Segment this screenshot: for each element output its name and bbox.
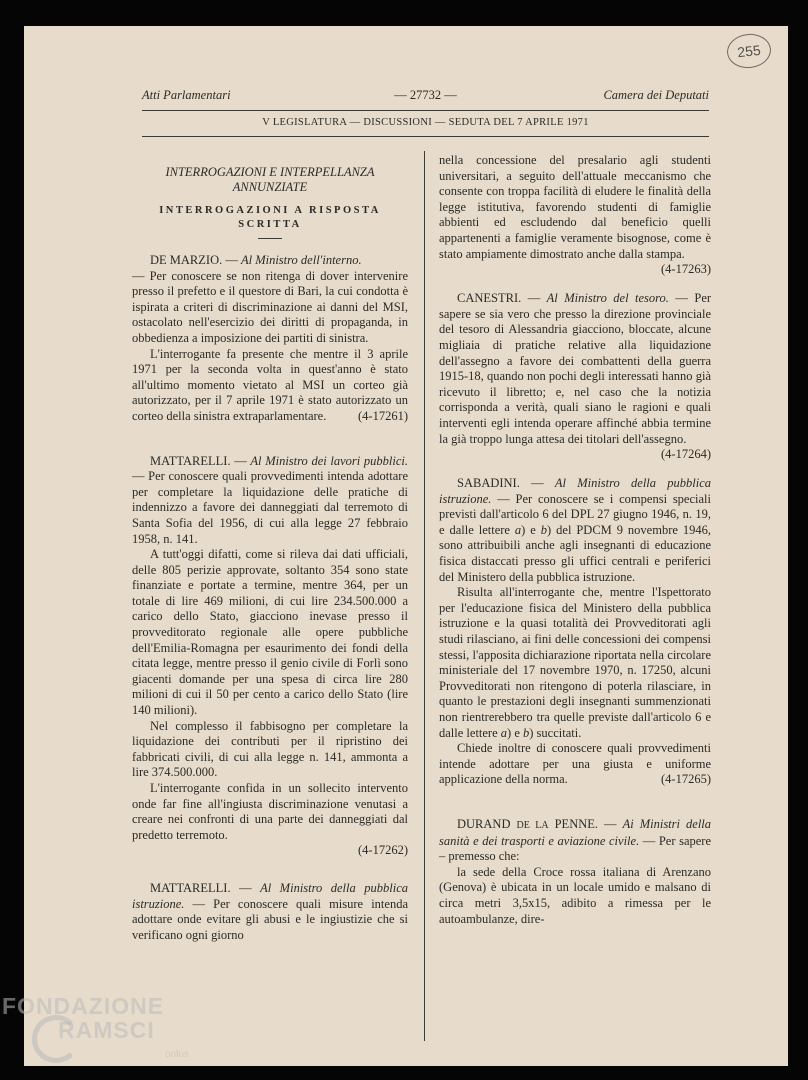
- question-de-marzio: DE MARZIO. — Al Ministro dell'interno. — Per conoscere se non ritenga di dover intervenire presso il prefetto e il questore di Bari, la cui condotta è ispirata a criteri di discriminazione ai danni del MSI, ostacolato nell'esercizio dei diritti di propaganda, in obbedienza a imposizione dei partiti di sinistra.: [132, 253, 408, 345]
- letter-b: b: [540, 522, 548, 537]
- question-text: — Per sapere – premesso che:: [439, 833, 712, 864]
- document-page: [24, 26, 788, 1066]
- session-line: V LEGISLATURA — DISCUSSIONI — SEDUTA DEL 7 APRILE 1971: [262, 117, 589, 128]
- page-number-stamp: 255: [725, 32, 772, 70]
- question-recipient: Al Ministro della pubblica istruzione.: [132, 880, 408, 911]
- question-paragraph: la sede della Croce rossa italiana di Arenzano (Genova) è ubicata in un locale umido e malsano di circa metri 3,5x15, adibito a rimessa per le autoambulanze, dire-: [439, 864, 711, 926]
- question-text: — Per conoscere se non ritenga di dover intervenire presso il prefetto e il questore di Bari, la cui condotta è ispirata a criteri di discriminazione ai danni del MSI, ostacolato nell'esercizio dei diritti di propaganda, in obbedienza a imposizione dei partiti di sinistra.: [132, 268, 408, 345]
- section-subheading: INTERROGAZIONI A RISPOSTA SCRITTA: [159, 205, 381, 230]
- right-column: [439, 153, 711, 927]
- letter-a: a: [514, 522, 522, 537]
- heading-rule: [258, 238, 282, 239]
- question-reference: (4-17265): [661, 772, 711, 787]
- question-text: Chiede inoltre di conoscere quali provvedimenti intende adottare per una giusta e uniforme applicazione della norma.: [439, 741, 711, 787]
- question-mattarelli-istruzione: MATTARELLI. — Al Ministro della pubblica istruzione. — Per conoscere quali misure intenda adottare onde evitare gli abusi e le ingiustizie che si verificano ogni giorno: [132, 880, 408, 942]
- question-reference: (4-17264): [661, 447, 711, 462]
- question-reference: (4-17261): [358, 408, 408, 423]
- question-recipient: Al Ministro della pubblica istruzione.: [439, 476, 711, 506]
- question-mattarelli-lavori: MATTARELLI. — Al Ministro dei lavori pubblici. — Per conoscere quali provvedimenti intenda adottare per completare la liquidazione delle pratiche di indennizzo a favore dei danneggiati dal terremoto di Santa Sofia del 1956, di cui alla legge 27 febbraio 1958, n. 141.: [132, 453, 408, 546]
- watermark-line-3: onlus: [165, 1049, 189, 1060]
- question-text: L'interrogante fa presente che mentre il 3 aprile 1971 per la seconda volta in quest'anno è stato all'ultimo momento vietato al MSI un corteo già autorizzato, per il 7 aprile 1971 è stato autorizzato un corteo della sinistra extraparlamentare.: [132, 346, 408, 423]
- name-particle: DE LA: [516, 819, 549, 831]
- question-text: ) succitati.: [529, 725, 582, 740]
- question-recipient: Ai Ministri della sanità e dei trasporti e aviazione civile.: [439, 816, 712, 848]
- question-text: Risulta all'interrogante che, mentre l'Ispettorato per l'educazione fisica del Ministero della pubblica istruzione e la quasi totalità dei Provveditorati agli studi rilasciano, ai fini delle concessioni dei compensi stessi, l'apposita dichiarazione riportata nella circolare ministeriale del 17 novembre 1970, n. 17250, alcuni Provveditorati non ritengono di poterla rilasciare, in quanto le prestazioni degli insegnanti summenzionati non rientrerebbero tra quelle previste dall'articolo 6 e dalle lettere: [439, 585, 711, 740]
- question-text: ) e: [507, 725, 523, 740]
- question-text: — Per sapere se sia vero che presso la direzione provinciale del tesoro di Alessandria giacciono, bloccate, alcune migliaia di pratiche relative alla liquidazione dell'assegno a favore dei combattenti della guerra 1915-18, quando non pochi degli interessati hanno già ricevuto il libretto; e, nel caso che la notizia corrisponda a verità, quali siano le ragioni e quali interventi egli intenda operare affinché abbia termine la già troppo lunga attesa dei titolari dell'assegno.: [439, 291, 712, 446]
- question-reference: (4-17262): [358, 843, 408, 858]
- questioner-name: CANESTRI.: [457, 291, 522, 306]
- question-reference: (4-17263): [661, 262, 711, 277]
- question-text: nella concessione del presalario agli studenti universitari, a seguito dell'attuale meccanismo che consente con troppa facilità di eludere le finalità della legge istitutiva, favorendo studenti di famiglie abbienti ed escludendo dal beneficio quelli appartenenti a famiglie veramente bisognose, come è stato ampiamente dimostrato anche dalla stampa.: [439, 153, 711, 261]
- questioner-name: DE MARZIO.: [150, 253, 223, 267]
- watermark-line-2: RAMSCI: [58, 1017, 155, 1043]
- question-paragraph: [132, 347, 408, 425]
- question-paragraph: [439, 585, 711, 741]
- letter-a: a: [500, 725, 508, 740]
- session-rule: [142, 136, 709, 137]
- question-paragraph: Nel complesso il fabbisogno per completare la liquidazione dei contributi per il ripristino dei fabbricati civili, di cui alla legge n. 141, ammonta a lire 374.500.000.: [132, 718, 408, 780]
- question-text: — Per conoscere quali misure intenda adottare onde evitare gli abusi e le ingiustizie che si verificano ogni giorno: [132, 896, 408, 942]
- question-paragraph: A tutt'oggi difatti, come si rileva dai dati ufficiali, delle 805 perizie approvate, soltanto 354 sono state finanziate e portate a termine, mentre 364, per un totale di lire 469 milioni, di cui lire 234.500.000 a carico dello Stato, giacciono inevase presso il provveditorato regionale alle opere pubbliche dell'Emilia-Romagna per esaurimento dei fondi della citata legge, mentre presso il genio civile di Forlì sono giacenti domande per una spesa di circa lire 280 milioni di cui il 50 per cento a carico dello Stato (lire 140 milioni).: [132, 547, 408, 718]
- header-left: Atti Parlamentari: [142, 88, 231, 102]
- question-paragraph: L'interrogante confida in un sollecito intervento onde far fine all'ingiusta discriminazione venutasi a creare nei confronti di una parte dei danneggiati dal predetto terremoto.: [132, 781, 408, 842]
- question-recipient: Al Ministro dell'interno.: [240, 253, 362, 267]
- question-canestri: CANESTRI. — Al Ministro del tesoro. — Per sapere se sia vero che presso la direzione provinciale del tesoro di Alessandria giacciono, bloccate, alcune migliaia di pratiche relative alla liquidazione dell'assegno a favore dei combattenti della guerra 1915-18, quando non pochi degli interessati hanno già ricevuto il libretto; e, nel caso che la notizia corrisponda a verità, quali siano le ragioni e quali interventi egli intenda operare affinché abbia termine la già troppo lunga attesa dei titolari dell'assegno. (4-17264): [439, 291, 712, 462]
- questioner-name: MATTARELLI.: [150, 880, 231, 895]
- question-recipient: Al Ministro dei lavori pubblici.: [250, 453, 408, 468]
- questioner-name: DURAND: [457, 816, 511, 831]
- watermark-line-1: FONDAZIONE: [2, 993, 165, 1019]
- question-text: ) e: [521, 522, 541, 537]
- question-paragraph: [439, 741, 711, 788]
- fondazione-gramsci-watermark: [2, 993, 202, 1077]
- header-rule: [142, 110, 709, 111]
- question-recipient: Al Ministro del tesoro.: [546, 291, 669, 306]
- questioner-name: MATTARELLI.: [150, 453, 231, 468]
- left-column: [132, 153, 408, 943]
- question-durand: DURAND DE LA PENNE. — Ai Ministri della sanità e dei trasporti e aviazione civile. — Per sapere – premesso che:: [439, 816, 712, 864]
- question-text: — Per conoscere quali provvedimenti intenda adottare per completare la liquidazione delle pratiche di indennizzo a favore dei danneggiati dal terremoto di Santa Sofia del 1956, di cui alla legge 27 febbraio 1958, n. 141.: [132, 469, 408, 546]
- questioner-name-end: PENNE.: [554, 816, 599, 831]
- section-heading: INTERROGAZIONI E INTERPELLANZA ANNUNZIATE: [165, 165, 375, 194]
- header-page-number: — 27732 —: [394, 88, 457, 102]
- running-header: [142, 88, 709, 106]
- questioner-name: SABADINI.: [457, 476, 520, 491]
- letter-b: b: [523, 725, 530, 740]
- question-text: ) del PDCM 9 novembre 1946, sono attribuibili anche agli insegnanti di educazione fisica distaccati presso gli uffici centrali e periferici del Ministero della pubblica istruzione.: [439, 522, 711, 584]
- question-continuation: [439, 153, 711, 277]
- question-sabadini: SABADINI. — Al Ministro della pubblica istruzione. — Per conoscere se i compensi speciali previsti dall'articolo 6 del DPL 27 giugno 1946, n. 19, e dalle lettere a) e b) del PDCM 9 novembre 1946, sono attribuibili anche agli insegnanti di educazione fisica distaccati presso gli uffici centrali e periferici del Ministero della pubblica istruzione.: [439, 476, 711, 584]
- header-right: Camera dei Deputati: [603, 88, 709, 102]
- question-text: — Per conoscere se i compensi speciali previsti dall'articolo 6 del DPL 27 giugno 1946, n. 19, e dalle lettere: [439, 491, 711, 537]
- column-divider: [424, 151, 425, 1041]
